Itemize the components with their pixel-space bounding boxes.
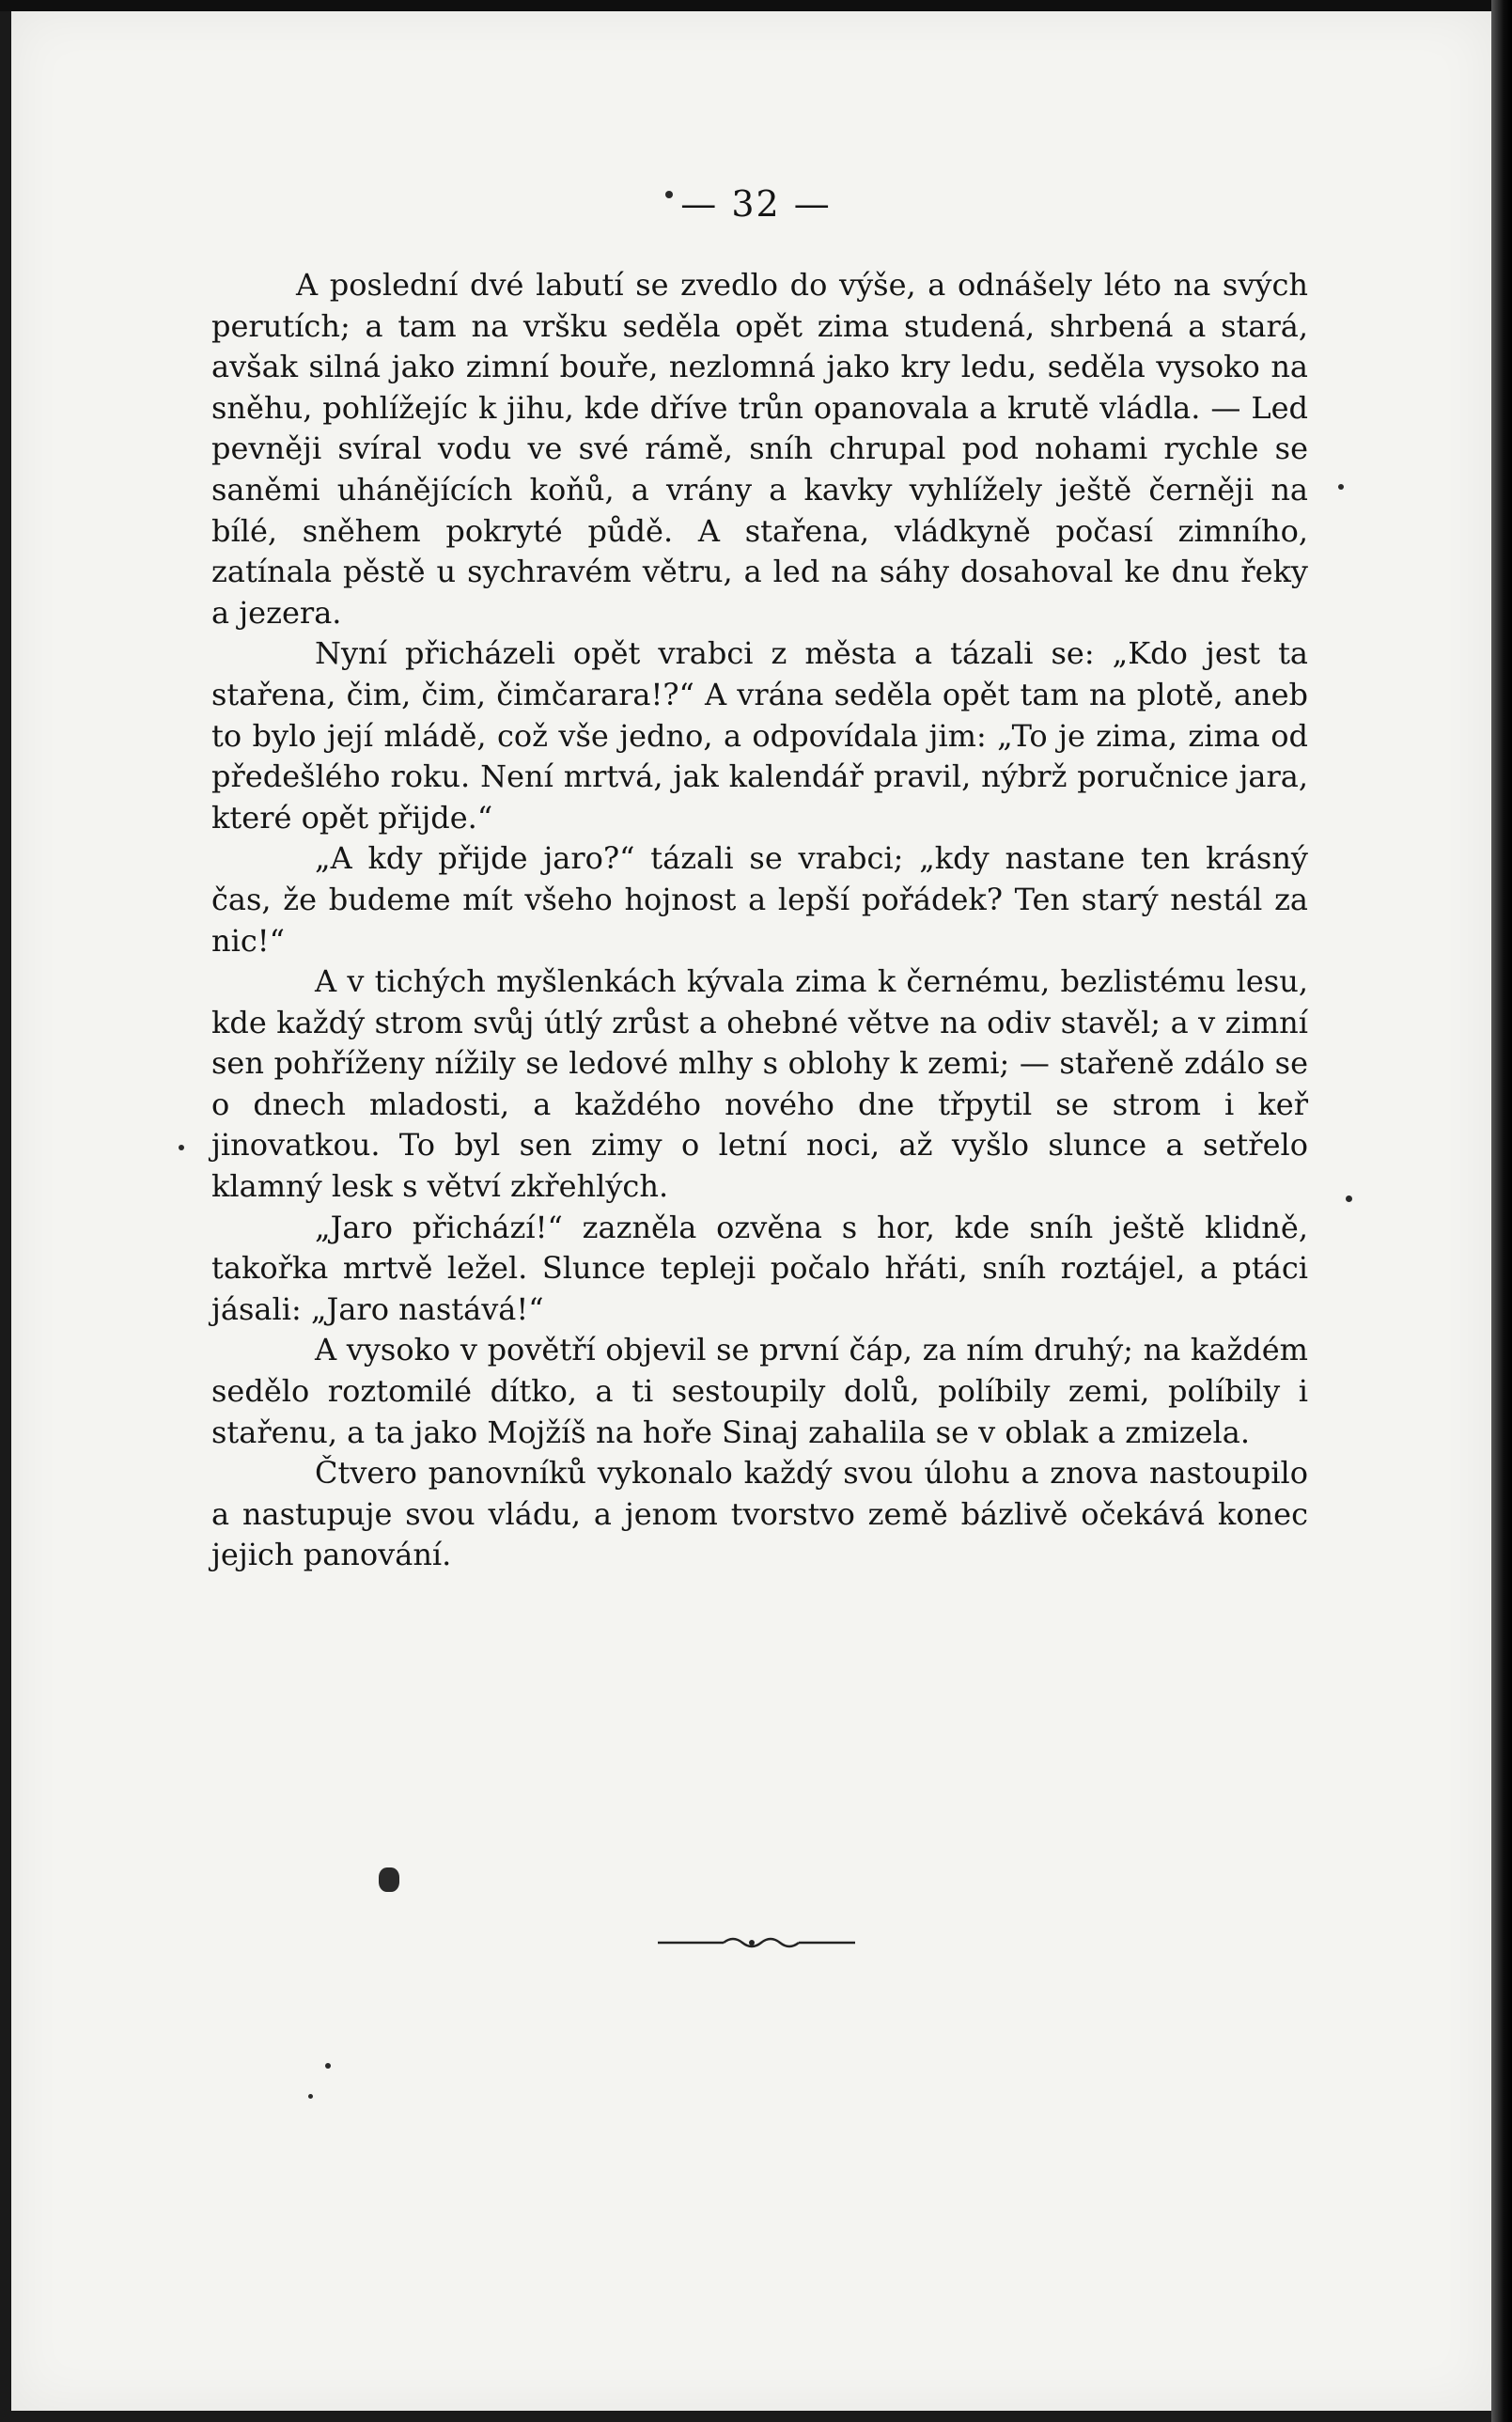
- paragraph: A poslední dvé labutí se zvedlo do výše, a odnášely léto na svých perutích; a tam na vršku seděla opět zima studená, shrbená a stará, avšak silná jako zimní bouře, nezlomná jako kry ledu, seděla vysoko na sněhu, pohlížejíc k jihu, kde dříve trůn opanovala a krutě vládla. — Led pevněji svíral vodu ve své rámě, sníh chrupal pod nohami rychle se saněmi uhánějících koňů, a vrány a kavky vyhlížely ještě černěji na bílé, sněhem pokryté půdě. A stařena, vládkyně počasí zimního, zatínala pěstě u sychravém větru, a led na sáhy dosahoval ke dnu řeky a jezera.: [211, 267, 1308, 631]
- paragraph: Čtvero panovníků vykonalo každý svou úlohu a znova nastoupilo a nastupuje svou vládu, a jenom tvorstvo země bázlivě očekává konec jejich panování.: [211, 1455, 1308, 1573]
- paragraph: „Jaro přichází!“ zazněla ozvěna s hor, kde sníh ještě klidně, takořka mrtvě ležel. Slunce tepleji počalo hřáti, sníh roztájel, a ptáci jásali: „Jaro nastává!“: [211, 1209, 1308, 1327]
- scan-speck: [308, 2094, 313, 2099]
- scan-speck: [1338, 484, 1344, 490]
- scan-speck: [325, 2063, 331, 2069]
- paragraph: A vysoko v povětří objevil se první čáp, za ním druhý; na každém sedělo roztomilé dítko, a ti sestoupily dolů, políbily zemi, políbily i stařenu, a ta jako Mojžíš na hoře Sinaj zahalila se v oblak a zmizela.: [211, 1332, 1308, 1450]
- paragraph: Nyní přicházeli opět vrabci z města a tázali se: „Kdo jest ta stařena, čim, čim, čimčarara!?“ A vrána seděla opět tam na plotě, aneb to bylo její mládě, což vše jedno, a odpovídala jim: „To je zima, zima od předešlého roku. Není mrtvá, jak kalendář pravil, nýbrž poručnice jara, které opět přijde.“: [211, 635, 1308, 836]
- paragraph: A v tichých myšlenkách kývala zima k černému, bezlistému lesu, kde každý strom svůj útlý zrůst a ohebné větve na odiv stavěl; a v zimní sen pohříženy nížily se ledové mlhy s oblohy k zemi; — stařeně zdálo se o dnech mladosti, a každého nového dne třpytil se strom i keř jinovatkou. To byl sen zimy o letní noci, až vyšlo slunce a setřelo klamný lesk s větví zkřehlých.: [211, 963, 1308, 1205]
- scan-right-edge: [1491, 0, 1512, 2422]
- end-ornament: [658, 1933, 855, 1952]
- paragraph: „A kdy přijde jaro?“ tázali se vrabci; „kdy nastane ten krásný čas, že budeme mít všeho hojnost a lepší pořádek? Ten starý nestál za nic!“: [211, 840, 1308, 959]
- scan-speck: [379, 1867, 399, 1892]
- scan-top-edge: [0, 0, 1512, 11]
- body-text: [211, 265, 1308, 1576]
- page-number-header: — 32 —: [680, 183, 832, 225]
- scan-speck: [1346, 1195, 1352, 1202]
- scan-speck: [179, 1145, 184, 1150]
